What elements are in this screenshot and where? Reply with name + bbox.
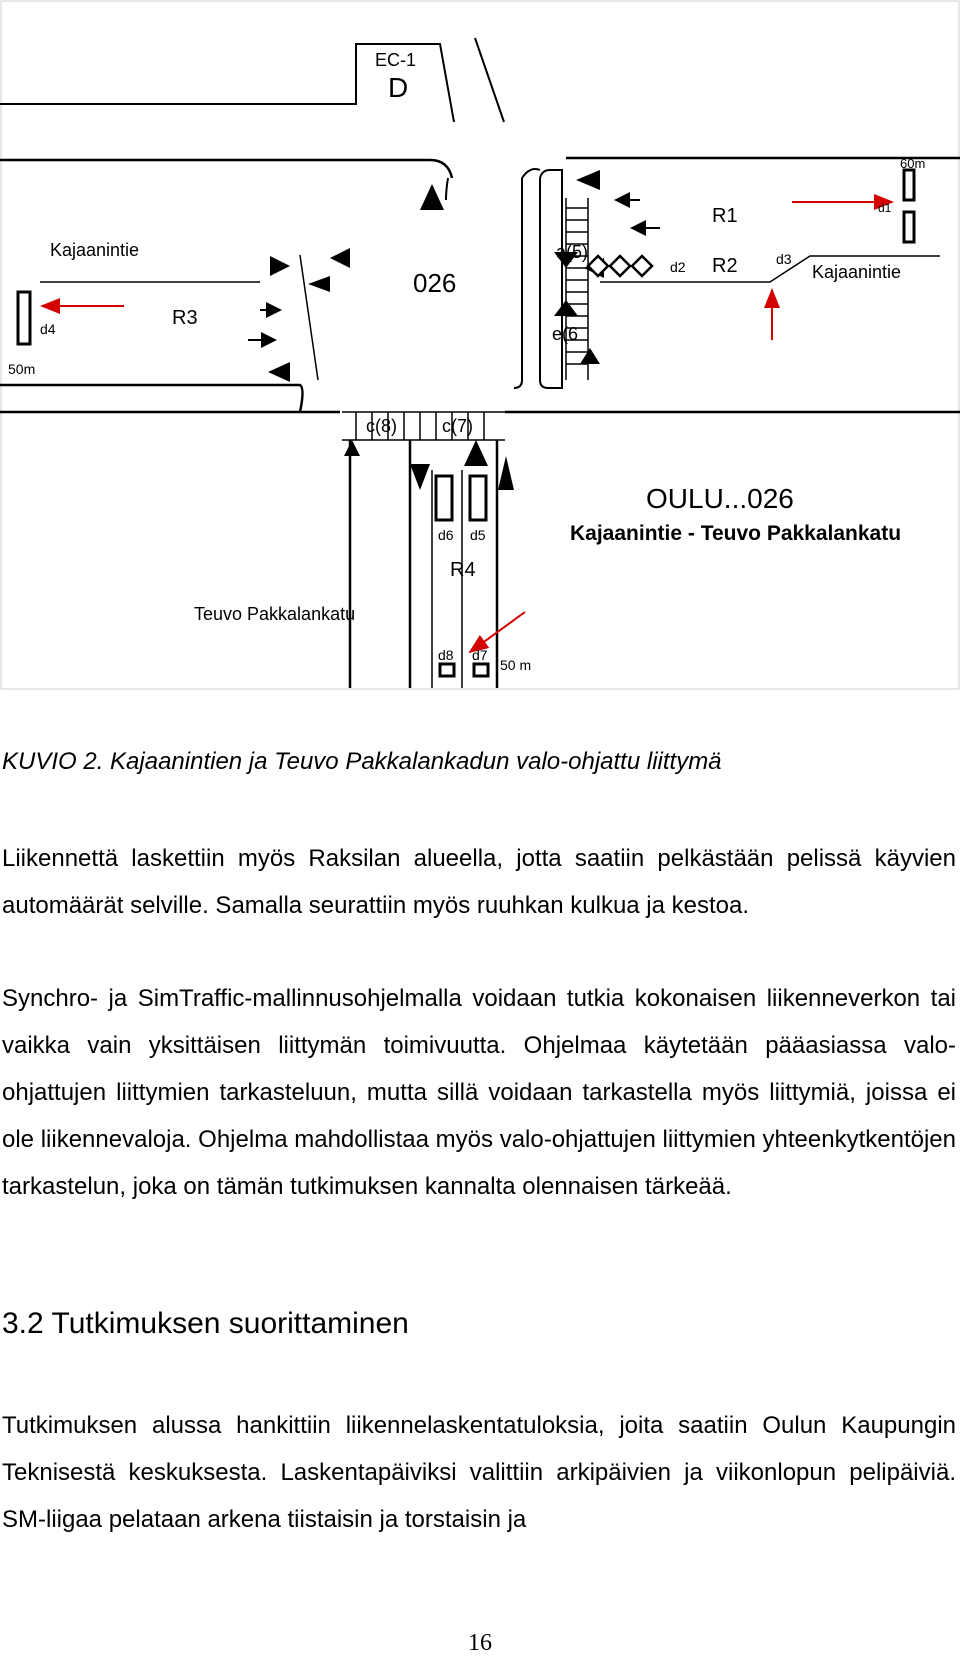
detector-d7: d7 [472, 647, 488, 663]
street-label-right: Kajaanintie [812, 262, 902, 282]
route-r2: R2 [712, 255, 738, 277]
group-e6: e(6 [552, 324, 579, 344]
route-r4: R4 [450, 559, 476, 581]
intersection-diagram [0, 0, 960, 690]
paragraph-3: Tutkimuksen alussa hankittiin liikennelaskentatuloksia, joita saatiin Oulun Kaupungin Teknisestä keskuksesta. Laskentapäiviksi valittiin arkipäivien ja viikonlopun pelipäiviä. SM-liigaa pelataan arkena tiistaisin ja torstaisin ja [2, 1412, 956, 1533]
detector-d2: d2 [670, 259, 686, 275]
street-label-left: Kajaanintie [50, 240, 140, 260]
intersection-id: 026 [413, 268, 457, 298]
paragraph-1: Liikennettä laskettiin myös Raksilan alueella, jotta saatiin pelkästään pelissä käyvien automäärät selville. Samalla seurattiin myös ruuhkan kulkua ja kestoa. [2, 845, 956, 919]
route-r3: R3 [172, 307, 198, 329]
group-a5: a(5) [556, 242, 589, 262]
distance-left: 50m [8, 361, 36, 377]
detector-d4: d4 [40, 321, 56, 337]
detector-d5: d5 [470, 527, 486, 543]
street-label-bottom: Teuvo Pakkalankatu [194, 604, 356, 624]
group-c7: c(7) [442, 416, 473, 436]
diagram-title-main: OULU...026 [646, 483, 794, 514]
page-number: 16 [468, 1630, 492, 1656]
sign-letter: D [388, 72, 409, 103]
section-heading: 3.2 Tutkimuksen suorittaminen [2, 1307, 409, 1340]
route-r1: R1 [712, 205, 738, 227]
figure-caption: KUVIO 2. Kajaanintien ja Teuvo Pakkalankadun valo-ohjattu liittymä [2, 748, 722, 775]
distance-bottom: 50 m [500, 657, 532, 673]
distance-right: 60m [900, 156, 926, 171]
detector-d6: d6 [438, 527, 454, 543]
detector-d3: d3 [776, 251, 792, 267]
detector-d8: d8 [438, 647, 454, 663]
signal-cluster-east [588, 256, 652, 276]
diagram-title-sub: Kajaanintie - Teuvo Pakkalankatu [570, 522, 902, 545]
group-c8: c(8) [366, 416, 397, 436]
detector-d1: d1 [878, 201, 892, 215]
sign-label: EC-1 [375, 50, 417, 70]
paragraph-2: Synchro- ja SimTraffic-mallinnusohjelmalla voidaan tutkia kokonaisen liikenneverkon tai vaikka vain yksittäisen liittymän toimivuutta. Ohjelmaa käytetään pääasiassa valo-ohjattujen liittymien tarkasteluun, mutta sillä voidaan tarkastella myös liittymiä, joissa ei ole liikennevaloja. Ohjelma mahdollistaa myös valo-ohjattujen liittymien yhteenkytkentöjen tarkastelun, joka on tämän tutkimuksen kannalta olennaisen tärkeää. [2, 985, 956, 1200]
